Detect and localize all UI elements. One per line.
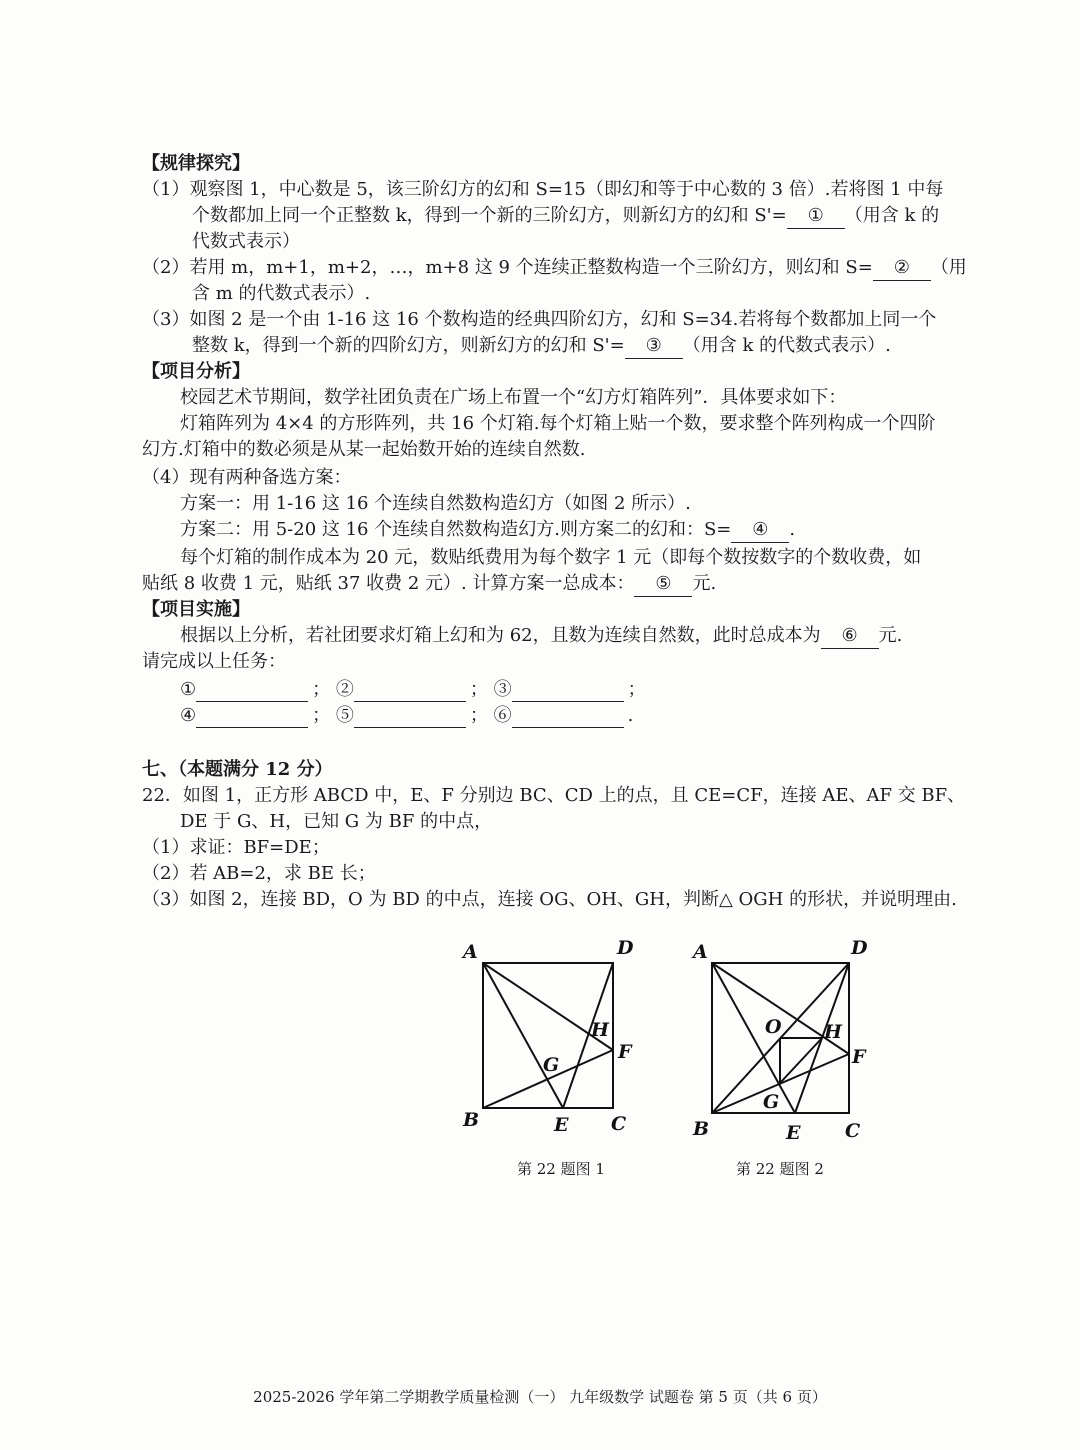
answer-input-6[interactable] — [512, 709, 624, 728]
fig1-label-D: D — [617, 937, 634, 959]
blank-6[interactable]: ⑥ — [821, 624, 879, 649]
q22-part1: （1）求证：BF=DE； — [142, 837, 330, 858]
analysis-p3: 幻方.灯箱中的数必须是从某一起始数开始的连续自然数. — [142, 439, 586, 460]
q1-line1: （1）观察图 1，中心数是 5，该三阶幻方的幻和 S=15（即幻和等于中心数的 3 倍）.若将图 1 中每 — [142, 179, 944, 200]
fig2-label-C: C — [845, 1120, 861, 1142]
fig1-label-B: B — [463, 1109, 480, 1131]
q1-line3: 代数式表示） — [192, 231, 300, 252]
q2-line1 — [142, 256, 967, 281]
answer-label-1: ① — [180, 679, 197, 700]
fig1-label-G: G — [543, 1054, 560, 1076]
q22-part2: （2）若 AB=2，求 BE 长； — [142, 863, 376, 884]
fig2-label-G: G — [763, 1091, 780, 1113]
answer-sep: ； — [312, 679, 331, 700]
q22-line2: DE 于 G、H，已知 G 为 BF 的中点， — [180, 811, 493, 832]
q4-line5 — [142, 572, 716, 597]
fig1-label-H: H — [591, 1019, 609, 1041]
fig2-label-H: H — [824, 1021, 842, 1043]
q22-part3: （3）如图 2，连接 BD，O 为 BD 的中点，连接 OG、OH、GH，判断△ OGH 的形状，并说明理由. — [142, 889, 957, 910]
q1-line2 — [192, 204, 939, 229]
answer-label-3: ③ — [493, 679, 512, 700]
fig2-label-E: E — [786, 1122, 801, 1144]
section-impl-title: 【项目实施】 — [142, 599, 250, 620]
q4-line3-text: 方案二：用 5-20 这 16 个连续自然数构造幻方.则方案二的幻和：S= — [180, 519, 732, 540]
answer-sep: ； — [469, 705, 488, 726]
blank-5[interactable]: ⑤ — [634, 572, 692, 597]
impl-line1-tail: 元. — [878, 625, 903, 646]
analysis-p2: 灯箱阵列为 4×4 的方形阵列，共 16 个灯箱.每个灯箱上贴一个数，要求整个阵列构成一个四阶 — [180, 413, 936, 434]
q22-section-title: 七、（本题满分 12 分） — [142, 759, 333, 780]
q3-line1: （3）如图 2 是一个由 1-16 这 16 个数构造的经典四阶幻方，幻和 S=34.若将每个数都加上同一个 — [142, 309, 937, 330]
answer-label-4: ④ — [180, 705, 197, 726]
blank-3[interactable]: ③ — [625, 334, 683, 359]
figure-1-caption: 第 22 题图 1 — [517, 1160, 605, 1178]
fig2-label-B: B — [693, 1118, 710, 1140]
answer-input-1[interactable] — [196, 683, 308, 702]
fig1-label-E: E — [554, 1114, 569, 1136]
blank-2[interactable]: ② — [873, 256, 931, 281]
figure-1 — [455, 930, 655, 1140]
q4-line1: （4）现有两种备选方案： — [142, 467, 352, 488]
answer-sep: ； — [312, 705, 331, 726]
section-analysis-title: 【项目分析】 — [142, 361, 250, 382]
fig1-AE — [483, 963, 563, 1108]
blank-4[interactable]: ④ — [731, 518, 789, 543]
q4-line3-tail: . — [789, 519, 796, 540]
impl-line2: 请完成以上任务： — [142, 651, 286, 672]
answer-row-1 — [180, 678, 646, 702]
impl-line1-text: 根据以上分析，若社团要求灯箱上幻和为 62，且数为连续自然数，此时总成本为 — [180, 625, 821, 646]
answer-end: . — [627, 705, 634, 726]
fig2-label-D: D — [851, 937, 868, 959]
impl-line1 — [180, 624, 902, 649]
answer-input-3[interactable] — [512, 683, 624, 702]
fig2-label-F: F — [852, 1046, 866, 1068]
fig1-label-A: A — [463, 941, 478, 963]
fig1-label-C: C — [611, 1113, 627, 1135]
q2-line1-tail: （用 — [930, 257, 967, 278]
answer-label-5: ⑤ — [335, 705, 354, 726]
q1-line2-text: 个数都加上同一个正整数 k，得到一个新的三阶幻方，则新幻方的幻和 S'= — [192, 205, 787, 226]
fig1-label-F: F — [618, 1041, 632, 1063]
q4-line4: 每个灯箱的制作成本为 20 元，数贴纸费用为每个数字 1 元（即每个数按数字的个数收费，如 — [180, 547, 922, 568]
q3-line2-text: 整数 k，得到一个新的四阶幻方，则新幻方的幻和 S'= — [192, 335, 625, 356]
q4-line3 — [180, 518, 795, 543]
fig2-label-O: O — [765, 1016, 782, 1038]
figure-2-caption: 第 22 题图 2 — [736, 1160, 824, 1178]
q2-line2: 含 m 的代数式表示）. — [192, 283, 371, 304]
answer-label-2: ② — [335, 679, 354, 700]
answer-label-6: ⑥ — [493, 705, 512, 726]
page-footer: 2025-2026 学年第二学期教学质量检测（一） 九年级数学 试题卷 第 5 页（共 6 页） — [253, 1388, 827, 1406]
section-law-title: 【规律探究】 — [142, 153, 250, 174]
q3-line2-tail: （用含 k 的代数式表示）. — [682, 335, 891, 356]
fig2-label-A: A — [693, 941, 708, 963]
q4-line2: 方案一：用 1-16 这 16 个连续自然数构造幻方（如图 2 所示）. — [180, 493, 691, 514]
figure-2 — [685, 930, 885, 1150]
q4-line5-tail: 元. — [692, 573, 717, 594]
answer-input-2[interactable] — [354, 683, 466, 702]
fig2-GH — [780, 1038, 822, 1083]
answer-sep: ； — [469, 679, 488, 700]
q4-line5-text: 贴纸 8 收费 1 元，贴纸 37 收费 2 元）. 计算方案一总成本： — [142, 573, 635, 594]
answer-input-4[interactable] — [196, 709, 308, 728]
q3-line2 — [192, 334, 891, 359]
answer-input-5[interactable] — [354, 709, 466, 728]
q22-line1: 22．如图 1，正方形 ABCD 中，E、F 分别边 BC、CD 上的点，且 CE=CF，连接 AE、AF 交 BF、 — [142, 785, 966, 806]
q1-line2-tail: （用含 k 的 — [844, 205, 940, 226]
answer-sep: ； — [627, 679, 646, 700]
answer-row-2 — [180, 704, 633, 728]
analysis-p1: 校园艺术节期间，数学社团负责在广场上布置一个“幻方灯箱阵列”．具体要求如下： — [180, 387, 847, 408]
blank-1[interactable]: ① — [787, 204, 845, 229]
q2-line1-text: （2）若用 m，m+1，m+2，…，m+8 这 9 个连续正整数构造一个三阶幻方，则幻和 S= — [142, 257, 873, 278]
